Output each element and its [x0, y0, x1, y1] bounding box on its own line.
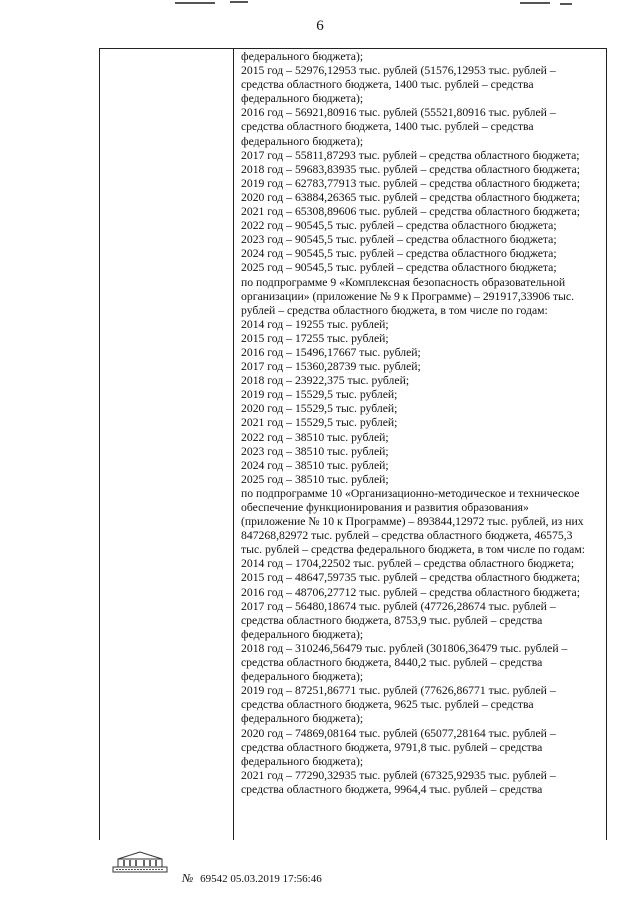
funding-text-column [241, 50, 603, 797]
text-line: 2018 год – 23922,375 тыс. рублей; [241, 374, 410, 388]
text-line: тыс. рублей – средства федерального бюджета, в том числе по годам: [241, 543, 585, 557]
text-line: средства областного бюджета, 1400 тыс. рублей – средства [241, 78, 534, 92]
text-line: 2016 год – 56921,80916 тыс. рублей (55521,80916 тыс. рублей – [241, 106, 556, 120]
text-line: по подпрограмме 9 «Комплексная безопасность образовательной [241, 275, 566, 289]
text-line: 2019 год – 15529,5 тыс. рублей; [241, 388, 398, 402]
text-line: средства областного бюджета, 8753,9 тыс. рублей – средства [241, 613, 543, 627]
text-line: 2017 год – 55811,87293 тыс. рублей – средства областного бюджета; [241, 148, 580, 162]
text-line: 2018 год – 59683,83935 тыс. рублей – средства областного бюджета; [241, 162, 580, 176]
text-line: 2022 год – 90545,5 тыс. рублей – средства областного бюджета; [241, 219, 557, 233]
text-line: федерального бюджета); [241, 92, 364, 106]
text-line: 847268,82972 тыс. рублей – средства областного бюджета, 46575,3 [241, 529, 573, 543]
text-line: 2016 год – 48706,27712 тыс. рублей – средства областного бюджета; [241, 585, 580, 599]
text-line: 2022 год – 38510 тыс. рублей; [241, 430, 389, 444]
text-line: 2017 год – 56480,18674 тыс. рублей (47726,28674 тыс. рублей – [241, 599, 556, 613]
text-line: 2015 год – 52976,12953 тыс. рублей (51576,12953 тыс. рублей – [241, 64, 556, 78]
text-line: по подпрограмме 10 «Организационно-методическое и техническое [241, 486, 580, 500]
text-line: 2020 год – 63884,26365 тыс. рублей – средства областного бюджета; [241, 190, 580, 204]
text-line: 2014 год – 19255 тыс. рублей; [241, 317, 389, 331]
text-line: средства областного бюджета, 9964,4 тыс. рублей – средства [241, 782, 543, 796]
document-number: 69542 [200, 873, 228, 885]
text-line: федерального бюджета); [241, 712, 364, 726]
number-sign: № [182, 871, 194, 885]
text-line: (приложение № 10 к Программе) – 893844,12972 тыс. рублей, из них [241, 515, 584, 529]
text-line: 2015 год – 17255 тыс. рублей; [241, 331, 389, 345]
text-line: 2017 год – 15360,28739 тыс. рублей; [241, 360, 421, 374]
scan-edge-artifacts [0, 0, 640, 8]
text-line: средства областного бюджета, 9625 тыс. рублей – средства [241, 698, 534, 712]
text-line: 2025 год – 90545,5 тыс. рублей – средства областного бюджета; [241, 261, 557, 275]
text-line: 2019 год – 62783,77913 тыс. рублей – средства областного бюджета; [241, 176, 580, 190]
text-line: 2023 год – 38510 тыс. рублей; [241, 444, 389, 458]
document-table [99, 48, 607, 840]
text-line: федерального бюджета); [241, 670, 364, 684]
footer [112, 851, 432, 891]
text-line: 2020 год – 74869,08164 тыс. рублей (65077,28164 тыс. рублей – [241, 726, 556, 740]
text-line: организации» (приложение № 9 к Программе) – 291917,33906 тыс. [241, 289, 575, 303]
text-line: 2015 год – 48647,59735 тыс. рублей – средства областного бюджета; [241, 571, 580, 585]
text-line: 2024 год – 90545,5 тыс. рублей – средства областного бюджета; [241, 247, 557, 261]
text-line: федерального бюджета); [241, 627, 364, 641]
text-line: средства областного бюджета, 8440,2 тыс. рублей – средства [241, 656, 543, 670]
column-divider [233, 49, 234, 840]
page-number: 6 [316, 18, 324, 34]
text-line: 2014 год – 1704,22502 тыс. рублей – средства областного бюджета; [241, 557, 575, 571]
text-line: 2016 год – 15496,17667 тыс. рублей; [241, 345, 421, 359]
text-line: 2019 год – 87251,86771 тыс. рублей (77626,86771 тыс. рублей – [241, 684, 556, 698]
text-line: 2024 год – 38510 тыс. рублей; [241, 458, 389, 472]
government-building-stamp [112, 851, 168, 873]
text-line: 2020 год – 15529,5 тыс. рублей; [241, 402, 398, 416]
text-line: 2021 год – 15529,5 тыс. рублей; [241, 416, 398, 430]
text-line: федерального бюджета); [241, 134, 364, 148]
text-line: 2021 год – 77290,32935 тыс. рублей (67325,92935 тыс. рублей – [241, 768, 556, 782]
document-registration-stamp [182, 871, 322, 886]
text-line: 2021 год – 65308,89606 тыс. рублей – средства областного бюджета; [241, 205, 580, 219]
text-line: средства областного бюджета, 1400 тыс. рублей – средства [241, 120, 534, 134]
text-line: обеспечение функционирования и развития образования» [241, 501, 529, 514]
text-line: 2025 год – 38510 тыс. рублей; [241, 472, 389, 486]
text-line: 2018 год – 310246,56479 тыс. рублей (301806,36479 тыс. рублей – [241, 641, 568, 655]
text-line: рублей – средства областного бюджета, в том числе по годам: [241, 303, 548, 317]
text-line: федерального бюджета); [241, 50, 364, 63]
registration-datetime: 05.03.2019 17:56:46 [230, 873, 322, 885]
text-line: 2023 год – 90545,5 тыс. рублей – средства областного бюджета; [241, 233, 557, 247]
text-line: средства областного бюджета, 9791,8 тыс. рублей – средства [241, 740, 543, 754]
text-line: федерального бюджета); [241, 754, 364, 768]
